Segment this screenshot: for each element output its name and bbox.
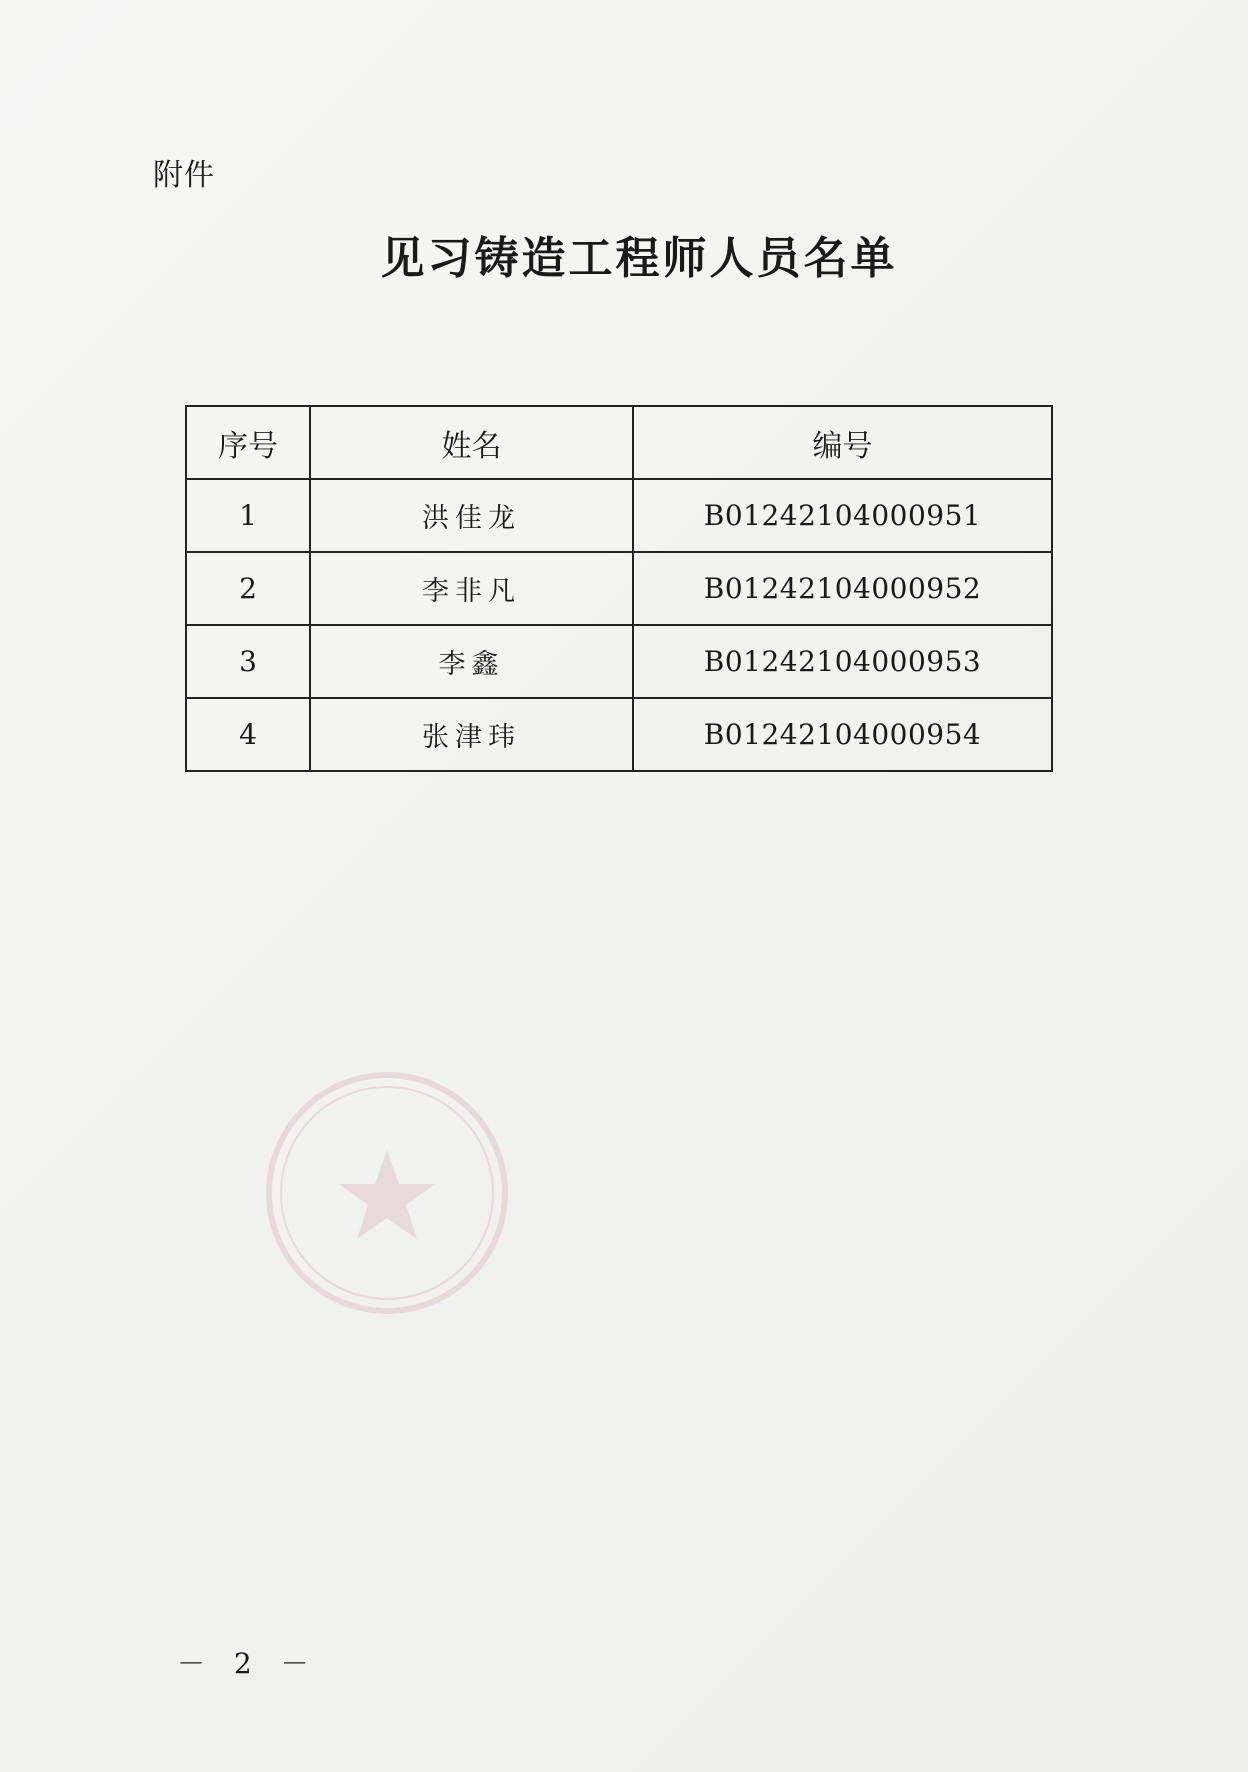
row-serial-number: 1 [186, 479, 310, 552]
table-row [186, 698, 1052, 771]
row-name: 洪佳龙 [310, 479, 633, 552]
row-serial-number: 2 [186, 552, 310, 625]
table-row [186, 479, 1052, 552]
header-code: 编号 [633, 406, 1052, 479]
header-name: 姓名 [310, 406, 633, 479]
table-header-row [186, 406, 1052, 479]
page-number: － 2 － [177, 1647, 319, 1680]
row-code: B01242104000954 [633, 698, 1052, 771]
official-seal-stamp [262, 1068, 512, 1318]
row-code: B01242104000951 [633, 479, 1052, 552]
roster-table [185, 405, 1053, 772]
attachment-label: 附件 [153, 158, 215, 193]
row-code: B01242104000952 [633, 552, 1052, 625]
row-name: 李非凡 [310, 552, 633, 625]
document-title: 见习铸造工程师人员名单 [380, 233, 898, 284]
row-serial-number: 4 [186, 698, 310, 771]
table-row [186, 625, 1052, 698]
row-name: 张津玮 [310, 698, 633, 771]
row-code: B01242104000953 [633, 625, 1052, 698]
header-serial-number: 序号 [186, 406, 310, 479]
table-row [186, 552, 1052, 625]
seal-star [339, 1150, 435, 1239]
row-name: 李鑫 [310, 625, 633, 698]
row-serial-number: 3 [186, 625, 310, 698]
